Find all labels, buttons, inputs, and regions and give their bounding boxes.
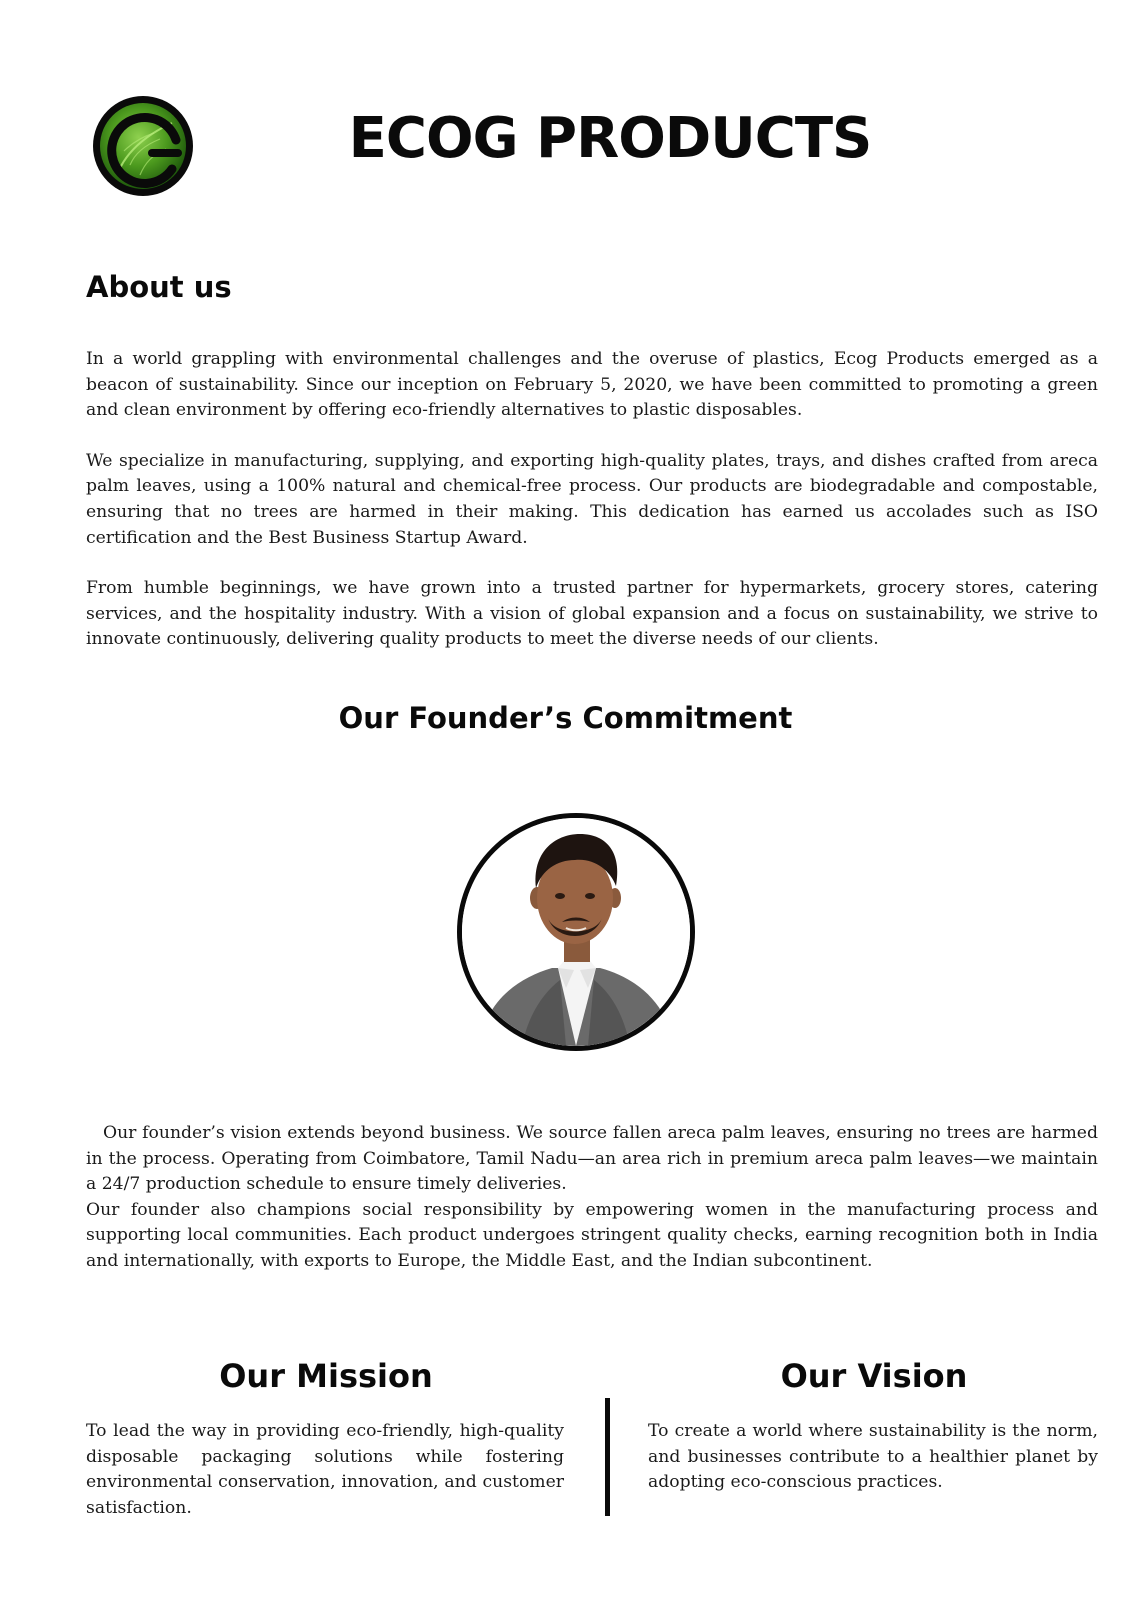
vision-heading: Our Vision — [780, 1357, 968, 1395]
column-divider — [605, 1398, 610, 1516]
vision-text: To create a world where sustainability is the norm, and businesses contribute to a healthier planet by adopting eco-conscious practices. — [648, 1421, 1098, 1493]
founder-paragraph: Our founder also champions social responsibility by empowering women in the manufacturing process and supporting local communities. Each product undergoes stringent quality checks, earning recognition both in India and internationally, with exports to Europe, the Middle East, and the Indian subcontinent. — [86, 1199, 1098, 1271]
about-heading: About us — [86, 270, 232, 304]
about-paragraph: In a world grappling with environmental challenges and the overuse of plastics, Ecog Products emerged as a beacon of sustainability. Since our inception on February 5, 2020, we have been committed to promoting a green and clean environment by offering eco-friendly alternatives to plastic disposables. — [86, 349, 1098, 421]
about-paragraph: We specialize in manufacturing, supplying, and exporting high-quality plates, trays, and dishes crafted from areca palm leaves, using a 100% natural and chemical-free process. Our products are biodegradable and compostable, ensuring that no trees are harmed in their making. This dedication has earned us accolades such as ISO certification and the Best Business Startup Award. — [86, 450, 1098, 548]
founder-heading: Our Founder’s Commitment — [338, 701, 793, 735]
about-section — [86, 347, 1098, 678]
company-title: ECOG PRODUCTS — [348, 106, 872, 171]
mission-heading: Our Mission — [219, 1357, 433, 1395]
founder-portrait — [457, 813, 695, 1051]
founder-section — [86, 1121, 1098, 1275]
ecog-leaf-logo-icon — [90, 93, 196, 199]
mission-text: To lead the way in providing eco-friendly, high-quality disposable packaging solutions while fostering environmental conservation, innovation, and customer satisfaction. — [86, 1421, 564, 1518]
founder-paragraph: Our founder’s vision extends beyond business. We source fallen areca palm leaves, ensuring no trees are harmed in the process. Operating from Coimbatore, Tamil Nadu—an area rich in premium areca palm leaves—we maintain a 24/7 production schedule to ensure timely deliveries. — [86, 1123, 1098, 1195]
about-paragraph: From humble beginnings, we have grown into a trusted partner for hypermarkets, grocery stores, catering services, and the hospitality industry. With a vision of global expansion and a focus on sustainability, we strive to innovate continuously, delivering quality products to meet the diverse needs of our clients. — [86, 578, 1098, 650]
